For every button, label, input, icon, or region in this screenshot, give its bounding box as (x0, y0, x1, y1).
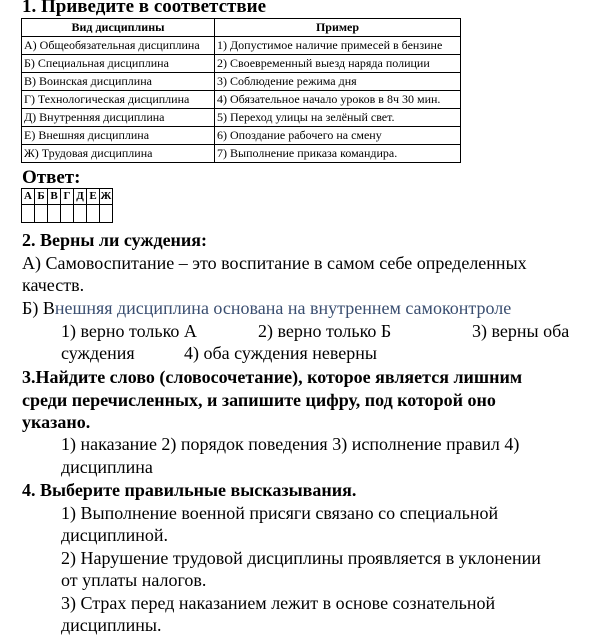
q2-statement-b (22, 297, 511, 319)
q2-option-3: 3) верны оба (472, 321, 570, 341)
answer-blank-row (22, 205, 113, 223)
answer-blank-cell[interactable] (35, 205, 48, 223)
example-cell: 1) Допустимое наличие примесей в бензине (215, 37, 461, 55)
q3-options-cont: дисциплина (61, 457, 153, 477)
answer-letter: Д (74, 189, 87, 205)
table-row (22, 55, 461, 73)
example-cell: 7) Выполнение приказа командира. (215, 145, 461, 163)
discipline-cell: Д) Внутренняя дисциплина (22, 109, 215, 127)
answer-blank-cell[interactable] (61, 205, 74, 223)
table-header-row (22, 19, 461, 37)
header-example: Пример (215, 19, 461, 37)
q3-options: 1) наказание 2) порядок поведения 3) исполнение правил 4) (61, 434, 520, 454)
q4-statement-2: 2) Нарушение трудовой дисциплины проявляется в уклонении (61, 548, 541, 568)
table-row (22, 127, 461, 145)
example-cell: 6) Опоздание рабочего на смену (215, 127, 461, 145)
q2-statement-a: А) Самовоспитание – это воспитание в самом себе определенных (22, 253, 527, 273)
q2-statement-a-cont: качеств. (22, 275, 85, 295)
discipline-cell: А) Общеобязательная дисциплина (22, 37, 215, 55)
q4-statement-2-cont: от уплаты налогов. (61, 570, 207, 590)
q4-statement-3: 3) Страх перед наказанием лежит в основе сознательной (61, 593, 496, 613)
q2-option-1: 1) верно только А (61, 321, 197, 341)
q3-title-cont: среди перечисленных, и запишите цифру, под которой оно (22, 390, 496, 410)
discipline-cell: Г) Технологическая дисциплина (22, 91, 215, 109)
answer-grid (21, 188, 113, 223)
table-row (22, 145, 461, 163)
answer-label: Ответ: (22, 167, 81, 188)
answer-blank-cell[interactable] (100, 205, 113, 223)
q4-statement-3-cont: дисциплины. (61, 615, 162, 635)
answer-blank-cell[interactable] (48, 205, 61, 223)
table-row (22, 109, 461, 127)
answer-letter: Ж (100, 189, 113, 205)
answer-letter: Г (61, 189, 74, 205)
example-cell: 2) Своевременный выезд наряда полиции (215, 55, 461, 73)
q4-title: 4. Выберите правильные высказывания. (22, 480, 357, 500)
discipline-cell: Ж) Трудовая дисциплина (22, 145, 215, 163)
answer-letters-row (22, 189, 113, 205)
matching-table (21, 18, 461, 163)
table-row (22, 91, 461, 109)
q2-option-3-cont: суждения (61, 343, 135, 363)
q3-title-end: указано. (22, 412, 91, 432)
q1-title: 1. Приведите в соответствие (22, 0, 267, 17)
q4-statement-1: 1) Выполнение военной присяги связано со специальной (61, 503, 499, 523)
table-row (22, 73, 461, 91)
answer-blank-cell[interactable] (87, 205, 100, 223)
answer-letter: В (48, 189, 61, 205)
header-discipline-type: Вид дисциплины (22, 19, 215, 37)
q3-title: 3.Найдите слово (словосочетание), которое является лишним (22, 367, 523, 387)
answer-blank-cell[interactable] (74, 205, 87, 223)
q2-option-4: 4) оба суждения неверны (184, 343, 378, 363)
q2-option-2: 2) верно только Б (258, 321, 392, 341)
example-cell: 4) Обязательное начало уроков в 8ч 30 мин. (215, 91, 461, 109)
discipline-cell: Б) Специальная дисциплина (22, 55, 215, 73)
example-cell: 3) Соблюдение режима дня (215, 73, 461, 91)
discipline-cell: В) Воинская дисциплина (22, 73, 215, 91)
q2-statement-b-prefix: Б) В (22, 298, 55, 318)
answer-letter: А (22, 189, 35, 205)
q2-statement-b-text: нешняя дисциплина основана на внутреннем самоконтроле (54, 298, 512, 318)
answer-letter: Е (87, 189, 100, 205)
table-row (22, 37, 461, 55)
example-cell: 5) Переход улицы на зелёный свет. (215, 109, 461, 127)
q4-statement-1-cont: дисциплиной. (61, 525, 169, 545)
discipline-cell: Е) Внешняя дисциплина (22, 127, 215, 145)
answer-blank-cell[interactable] (22, 205, 35, 223)
q2-title: 2. Верны ли суждения: (22, 230, 208, 250)
answer-letter: Б (35, 189, 48, 205)
